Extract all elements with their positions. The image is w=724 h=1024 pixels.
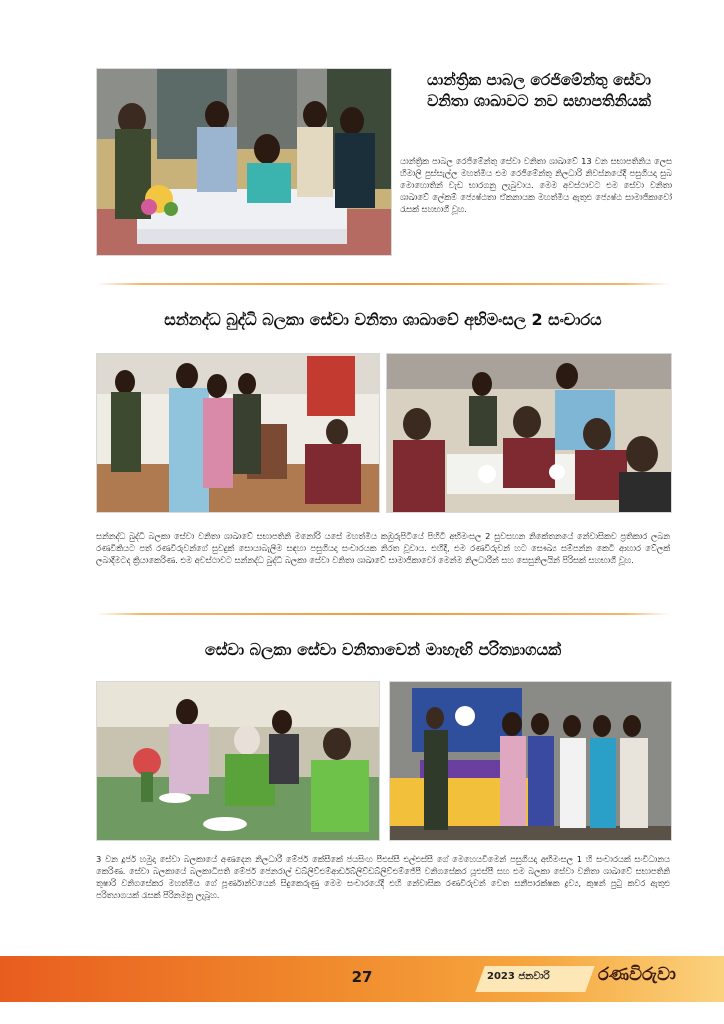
article2-headline: සන්නද්ධ බුද්ධි බලකා සේවා වනිතා ශාඛාවේ අභිමංසල 2 සංචාරය — [164, 310, 602, 329]
article3-photo-left — [96, 681, 380, 841]
article2-photo-right — [386, 353, 672, 513]
page-number: 27 — [351, 968, 373, 986]
section-divider — [96, 613, 670, 615]
page-footer — [0, 956, 724, 1024]
article3-headline: සේවා බලකා සේවා වනිතාවෙන් මාහැඟි පරිත්‍යාගයක් — [204, 640, 562, 659]
article3-body: 3 වන දූර්ජ හමුදා සේවා බලකායේ අණදෙන නිලධාරී මේජර් කේසීකේ ජයසිංහ පීඑස්සී එල්එස්සී ගේ මෙහෙයවීමෙන් පසුගියදා අභිමංසල 1 හි සංචාරයක් සංවිධානය කෙරිණ. සේවා බලකායේ බලකාධිපති මේජර් ජෙනරාල් ඩබ්ලිව්එම්ආර්ඩබ්ලිව්ඩබ්ලිව්එම්ජේපී වනිගසේකර යූඑස්පී සහ එම බලකා සේවා වනිතා ශාඛාවේ සභාපතිනි තුෂාරි වනිගසේකර මහත්මිය ගේ පූර්ණාන්වයෙන් සිදුකෙරුණු මෙම සංචාරයේදී එහි නේවාසික රණවිරුවන් වෙත සනීපාරක්ෂක ද්‍රව්‍ය, කුෂන් පුටු කවර ඇතුළු පරිත්‍යාගයක් රැසක් පිරිනමනු ලැබූහ. — [96, 854, 670, 901]
article1-headline: යාන්ත්‍රික පාබල රෙජිමේන්තු සේවා වනිතා ශාඛාවට නව සභාපතිනියක් — [427, 71, 651, 110]
article1-photo — [96, 68, 392, 256]
section-divider — [96, 283, 670, 285]
article2-photo-left — [96, 353, 380, 513]
article1-body: යාන්ත්‍රික පාබල රෙජිමේන්තු සේවා වනිතා ශාඛාවේ 13 වන සභාපතිනිය ලෙස හිමාලි පුස්සැල්ල මහත්මිය එම රෙජිමේන්තු නිලධාරි නිවස්නයේදී පසුගියදා සුබ මොහොතින් වැඩ භාරගනු ලැබුවාය. මෙම අවස්ථාවට එම සේවා වනිතා ශාඛාවේ ලේකම් ජ්‍යෙෂ්ඨතා ඒකනායක මහත්මිය ඇතුළු ජ්‍යෙෂ්ඨ සාමාජිකාවෝ රැසක් සහභාගී වූහ. — [400, 156, 672, 215]
magazine-logo: රණවිරුවා — [598, 964, 676, 985]
bottom-margin — [0, 1002, 724, 1024]
issue-date: 2023 ජනවාරි — [487, 971, 550, 982]
article2-body: සන්නද්ධ බුද්ධි බලකා සේවා වනිතා ශාඛාවේ සභාපතිනි මනෝරි යසේ මහත්මිය කඹුරුපිටියේ පිහිටි අභිමංසල 2 සුවසහන නිකේතනයේ නේවාසිකව ප්‍රතිකාර ලබන රණවිකියට පත් රණවිරුවන්ගේ සුවදුක් සොයාබැලීම සඳහා පසුගියදා සංචාරයක නිරත වූවාය. එහිදී, එම රණවිරුවන් හට සෞඛ්‍ය සම්පන්න කෙටි ආහාර වේලක් ලබාදීමටද ක්‍රියාකෙරිණ. එම අවස්ථාවට සන්නද්ධ බුද්ධි බලකා සේවා වනිතා ශාඛාවේ සාමාජිකාවෝ මෙන්ම නිලධාරීන් සහ සෙසුනිලයින් පිරිසක් සහභාගී වූහ. — [96, 531, 670, 566]
article3-photo-right — [389, 681, 672, 841]
